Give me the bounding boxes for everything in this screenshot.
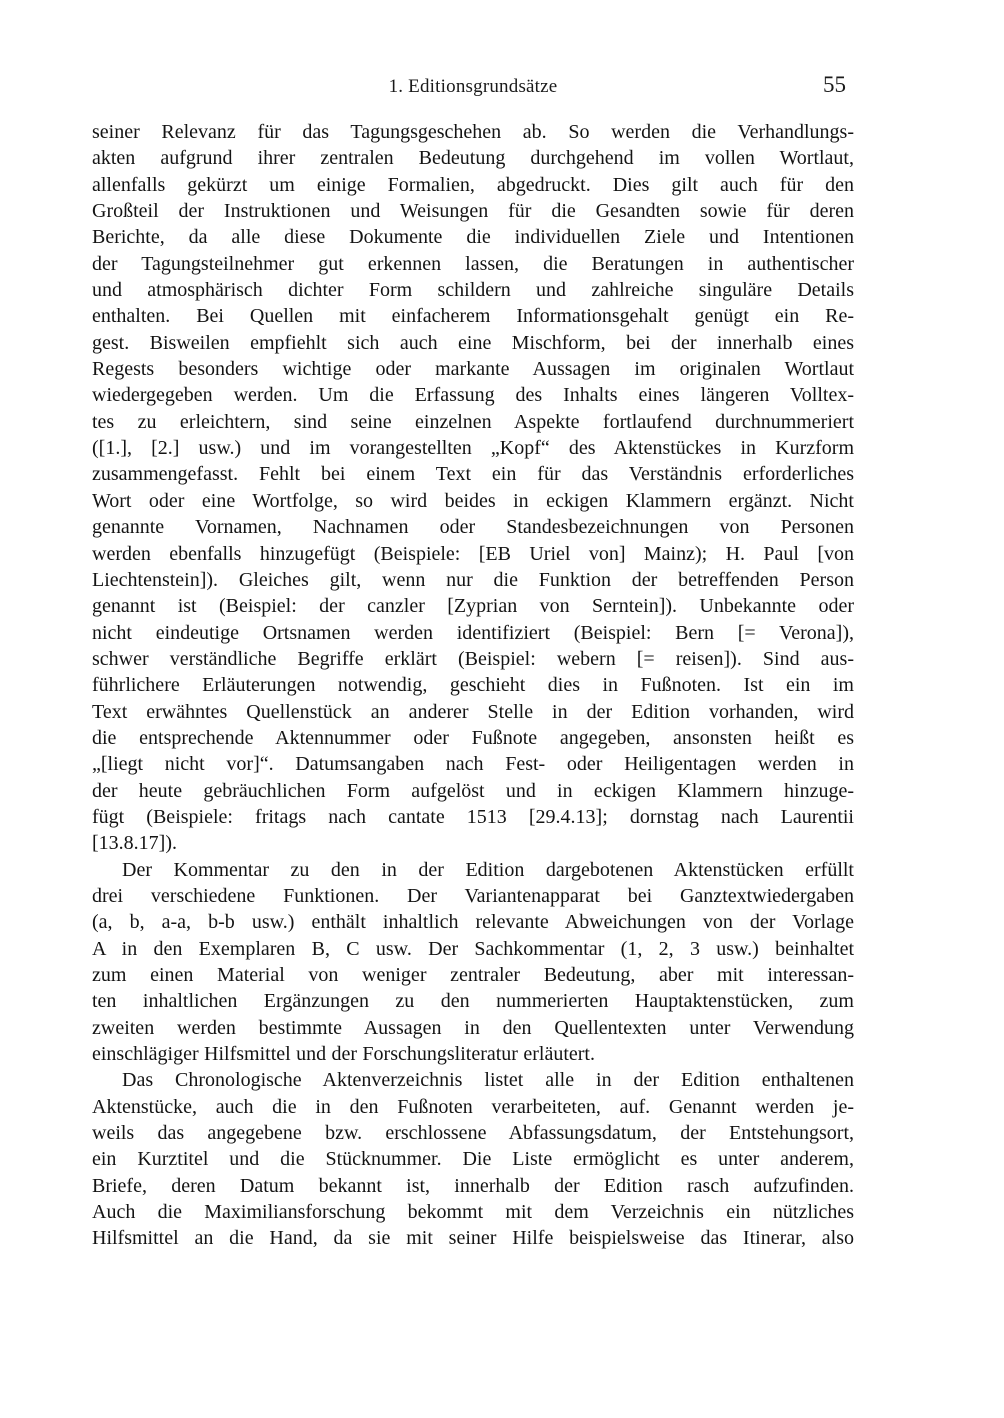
text-line: Das Chronologische Aktenverzeichnis listet alle in der Edition enthaltenen bbox=[122, 1069, 854, 1092]
text-line: weils das angegebene bzw. erschlossene Abfassungsdatum, der Entstehungsort, bbox=[92, 1122, 854, 1145]
text-line: Briefe, deren Datum bekannt ist, innerhalb der Edition rasch aufzufinden. bbox=[92, 1174, 854, 1197]
text-line: Auch die Maximiliansforschung bekommt mit dem Verzeichnis ein nützliches bbox=[92, 1201, 854, 1224]
text-line: Wort oder eine Wortfolge, so wird beides in eckigen Klammern ergänzt. Nicht bbox=[92, 489, 854, 512]
text-line: Hilfsmittel an die Hand, da sie mit seiner Hilfe beispielsweise das Itinerar, also bbox=[92, 1227, 854, 1250]
text-line: die entsprechende Aktennummer oder Fußnote angegeben, ansonsten heißt es bbox=[92, 726, 854, 749]
text-line: werden ebenfalls hinzugefügt (Beispiele: [EB Uriel von] Mainz); H. Paul [von bbox=[92, 542, 854, 565]
text-line: genannte Vornamen, Nachnamen oder Standesbezeichnungen von Personen bbox=[92, 516, 854, 539]
text-line: tes zu erleichtern, sind seine einzelnen Aspekte fortlaufend durchnummeriert bbox=[92, 410, 854, 433]
chapter-title: 1. Editionsgrundsätze bbox=[388, 76, 558, 97]
text-line: zusammengefasst. Fehlt bei einem Text ein für das Verständnis erforderliches bbox=[92, 463, 854, 486]
text-line: Regests besonders wichtige oder markante Aussagen im originalen Wortlaut bbox=[92, 358, 854, 381]
text-line: gest. Bisweilen empfiehlt sich auch eine Mischform, bei der innerhalb eines bbox=[92, 331, 854, 354]
text-line: ([1.], [2.] usw.) und im vorangestellten „Kopf“ des Aktenstückes in Kurzform bbox=[92, 437, 854, 460]
text-body bbox=[92, 119, 854, 1252]
text-line: Großteil der Instruktionen und Weisungen für die Gesandten sowie für deren bbox=[92, 200, 854, 223]
text-line: der Tagungsteilnehmer gut erkennen lassen, die Beratungen in authentischer bbox=[92, 252, 854, 275]
paragraph bbox=[92, 119, 854, 857]
text-line: „[liegt nicht vor]“. Datumsangaben nach Fest- oder Heiligentagen werden in bbox=[92, 753, 854, 776]
running-header bbox=[92, 72, 854, 102]
text-line: einschlägiger Hilfsmittel und der Forschungsliteratur erläutert. bbox=[92, 1043, 595, 1066]
text-line: schwer verständliche Begriffe erklärt (Beispiel: webern [= reisen]). Sind aus- bbox=[92, 647, 854, 670]
page-number: 55 bbox=[823, 72, 846, 97]
text-line: zum einen Material von weniger zentraler Bedeutung, aber mit interessan- bbox=[92, 964, 854, 986]
text-line: drei verschiedene Funktionen. Der Variantenapparat bei Ganztextwiedergaben bbox=[92, 884, 854, 907]
text-line: wiedergegeben werden. Um die Erfassung des Inhalts eines längeren Volltex- bbox=[92, 384, 854, 407]
text-line: ein Kurztitel und die Stücknummer. Die Liste ermöglicht es unter anderem, bbox=[92, 1148, 854, 1171]
text-line: akten aufgrund ihrer zentralen Bedeutung durchgehend im vollen Wortlaut, bbox=[92, 147, 854, 170]
text-line: und atmosphärisch dichter Form schildern und zahlreiche singuläre Details bbox=[92, 279, 854, 302]
text-line: enthalten. Bei Quellen mit einfacherem Informationsgehalt genügt ein Re- bbox=[92, 305, 854, 328]
text-line: fügt (Beispiele: fritags nach cantate 1513 [29.4.13]; dornstag nach Laurentii bbox=[92, 805, 854, 828]
text-line: [13.8.17]). bbox=[92, 832, 177, 855]
text-line: zweiten werden bestimmte Aussagen in den Quellentexten unter Verwendung bbox=[92, 1016, 854, 1039]
text-line: Berichte, da alle diese Dokumente die individuellen Ziele und Intentionen bbox=[92, 226, 854, 249]
text-line: A in den Exemplaren B, C usw. Der Sachkommentar (1, 2, 3 usw.) beinhaltet bbox=[92, 937, 854, 960]
text-line: führlichere Erläuterungen notwendig, geschieht dies in Fußnoten. Ist ein im bbox=[92, 674, 854, 697]
paragraph bbox=[92, 857, 854, 1068]
text-line: Der Kommentar zu den in der Edition dargebotenen Aktenstücken erfüllt bbox=[122, 858, 854, 881]
text-line: (a, b, a-a, b-b usw.) enthält inhaltlich relevante Abweichungen von der Vorlage bbox=[92, 911, 854, 934]
paragraph bbox=[92, 1067, 854, 1251]
text-line: allenfalls gekürzt um einige Formalien, abgedruckt. Dies gilt auch für den bbox=[92, 173, 854, 196]
text-line: seiner Relevanz für das Tagungsgeschehen ab. So werden die Verhandlungs- bbox=[92, 121, 854, 143]
text-line: Aktenstücke, auch die in den Fußnoten verarbeiteten, auf. Genannt werden je- bbox=[92, 1095, 854, 1118]
text-line: Text erwähntes Quellenstück an anderer Stelle in der Edition vorhanden, wird bbox=[92, 700, 854, 723]
text-line: Liechtenstein]). Gleiches gilt, wenn nur die Funktion der betreffenden Person bbox=[92, 568, 854, 591]
text-line: der heute gebräuchlichen Form aufgelöst und in eckigen Klammern hinzuge- bbox=[92, 779, 854, 802]
text-line: nicht eindeutige Ortsnamen werden identifiziert (Beispiel: Bern [= Verona]), bbox=[92, 621, 854, 644]
text-line: genannt ist (Beispiel: der canzler [Zyprian von Serntein]). Unbekannte oder bbox=[92, 595, 854, 618]
text-line: ten inhaltlichen Ergänzungen zu den nummerierten Hauptaktenstücken, zum bbox=[92, 990, 854, 1013]
